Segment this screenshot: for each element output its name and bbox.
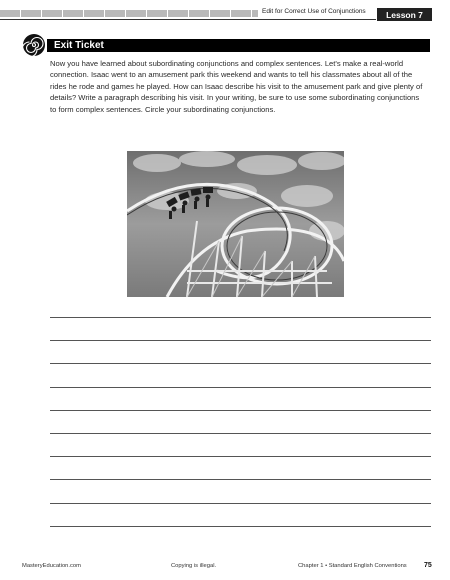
spiral-icon bbox=[22, 33, 46, 57]
page-number: 75 bbox=[424, 562, 432, 569]
exit-ticket-prompt: Now you have learned about subordinating conjunctions and complex sentences. Let's make a real-world connection. Isaac went to an amusement park this weekend and wants to tell his classmates about all of the rides he rode and games he played. How can Isaac describe his visit to the amusement park and give plenty of details? Write a paragraph describing his visit. In your writing, be sure to use some subordinating conjunctions to form complex sentences. Circle your subordinating conjunctions. bbox=[50, 59, 423, 114]
writing-line[interactable] bbox=[50, 363, 431, 364]
exit-ticket-heading: Exit Ticket bbox=[47, 39, 430, 52]
roller-coaster-photo bbox=[127, 151, 344, 297]
lesson-tab: Lesson 7 bbox=[377, 8, 432, 21]
footer-publisher: MasteryEducation.com bbox=[22, 563, 81, 569]
writing-line[interactable] bbox=[50, 410, 431, 411]
writing-line[interactable] bbox=[50, 340, 431, 341]
footer-notice: Copying is illegal. bbox=[171, 563, 217, 569]
writing-line[interactable] bbox=[50, 479, 431, 480]
writing-line[interactable] bbox=[50, 526, 431, 527]
writing-line[interactable] bbox=[50, 503, 431, 504]
footer-chapter: Chapter 1 • Standard English Conventions bbox=[298, 563, 407, 569]
writing-line[interactable] bbox=[50, 317, 431, 318]
writing-line[interactable] bbox=[50, 433, 431, 434]
writing-line[interactable] bbox=[50, 387, 431, 388]
section-title: Edit for Correct Use of Conjunctions bbox=[262, 8, 366, 15]
header-segments bbox=[0, 10, 258, 17]
header-rule bbox=[0, 19, 376, 20]
writing-line[interactable] bbox=[50, 456, 431, 457]
